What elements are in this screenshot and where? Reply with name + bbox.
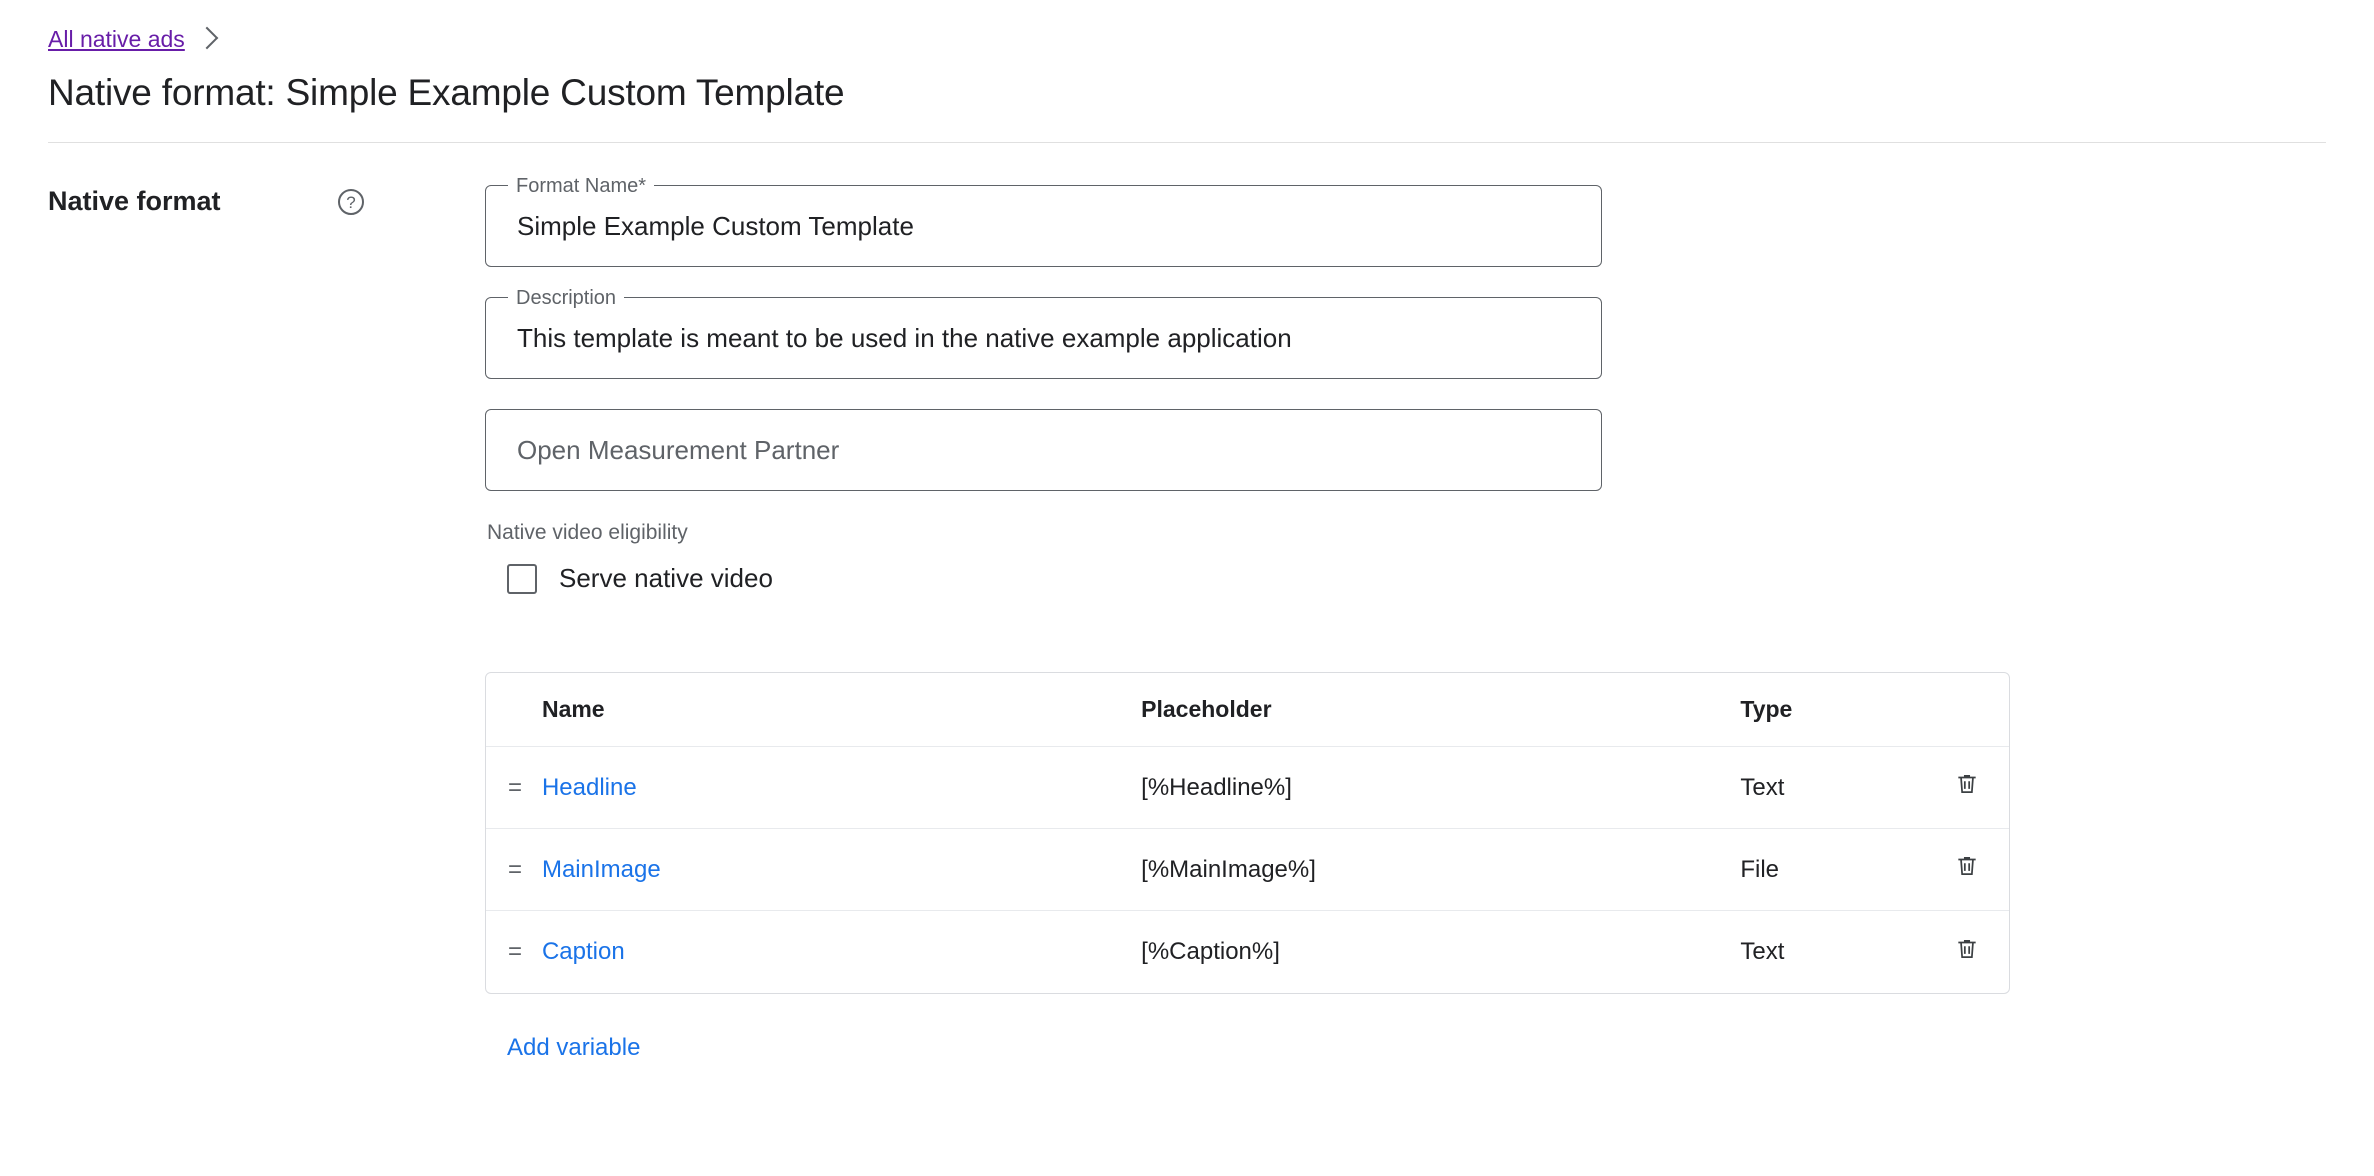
table-row — [486, 911, 2009, 993]
trash-icon[interactable] — [1954, 853, 1980, 879]
trash-icon[interactable] — [1954, 771, 1980, 797]
variable-type-value: Text — [1740, 938, 1785, 965]
open-measurement-partner-input[interactable]: Open Measurement Partner — [517, 435, 840, 465]
section-title-native-format: Native format — [48, 186, 221, 216]
delete-variable-button[interactable] — [1925, 936, 2009, 969]
variable-placeholder-value: [%Headline%] — [1141, 773, 1292, 801]
table-header-name: Name — [541, 696, 605, 722]
page-title: Native format: Simple Example Custom Template — [48, 72, 845, 113]
open-measurement-partner-field[interactable] — [485, 409, 1602, 491]
variables-table — [485, 672, 2010, 994]
description-input[interactable]: This template is meant to be used in the native example application — [517, 323, 1292, 353]
breadcrumb-link-all-native-ads[interactable]: All native ads — [48, 25, 185, 52]
serve-native-video-checkbox[interactable] — [507, 564, 537, 594]
page-header — [0, 0, 2374, 143]
drag-handle-icon[interactable]: = — [508, 773, 522, 801]
table-header-row — [486, 673, 2009, 747]
help-circle-icon[interactable]: ? — [338, 189, 364, 215]
variable-name-link[interactable]: Caption — [541, 938, 625, 965]
format-name-field[interactable] — [485, 175, 1602, 267]
variable-placeholder-value: [%MainImage%] — [1141, 855, 1316, 883]
format-name-input[interactable]: Simple Example Custom Template — [517, 211, 914, 241]
serve-native-video-label: Serve native video — [559, 563, 773, 593]
description-label: Description — [508, 286, 624, 310]
delete-variable-button[interactable] — [1925, 771, 2009, 804]
variable-name-link[interactable]: Headline — [541, 773, 637, 801]
table-header-placeholder: Placeholder — [1141, 696, 1272, 722]
drag-handle-icon[interactable]: = — [508, 938, 522, 965]
drag-handle-icon[interactable]: = — [508, 855, 522, 883]
format-name-label: Format Name* — [508, 174, 654, 198]
table-header-type: Type — [1740, 696, 1793, 722]
trash-icon[interactable] — [1954, 936, 1980, 962]
variable-name-link[interactable]: MainImage — [541, 855, 661, 883]
variable-type-value: File — [1740, 855, 1780, 883]
form-column — [440, 175, 2374, 1062]
table-row — [486, 829, 2009, 911]
add-variable-button[interactable]: Add variable — [507, 1034, 641, 1061]
table-row — [486, 747, 2009, 829]
breadcrumb — [48, 22, 2326, 56]
variable-placeholder-value: [%Caption%] — [1141, 938, 1280, 965]
page-body — [0, 143, 2374, 1062]
section-header-column — [0, 185, 440, 1062]
description-field[interactable] — [485, 287, 1602, 379]
delete-variable-button[interactable] — [1925, 853, 2009, 886]
chevron-right-icon — [195, 27, 218, 50]
serve-native-video-row[interactable] — [507, 563, 2374, 594]
variable-type-value: Text — [1740, 773, 1785, 801]
native-video-eligibility-label: Native video eligibility — [487, 521, 688, 544]
